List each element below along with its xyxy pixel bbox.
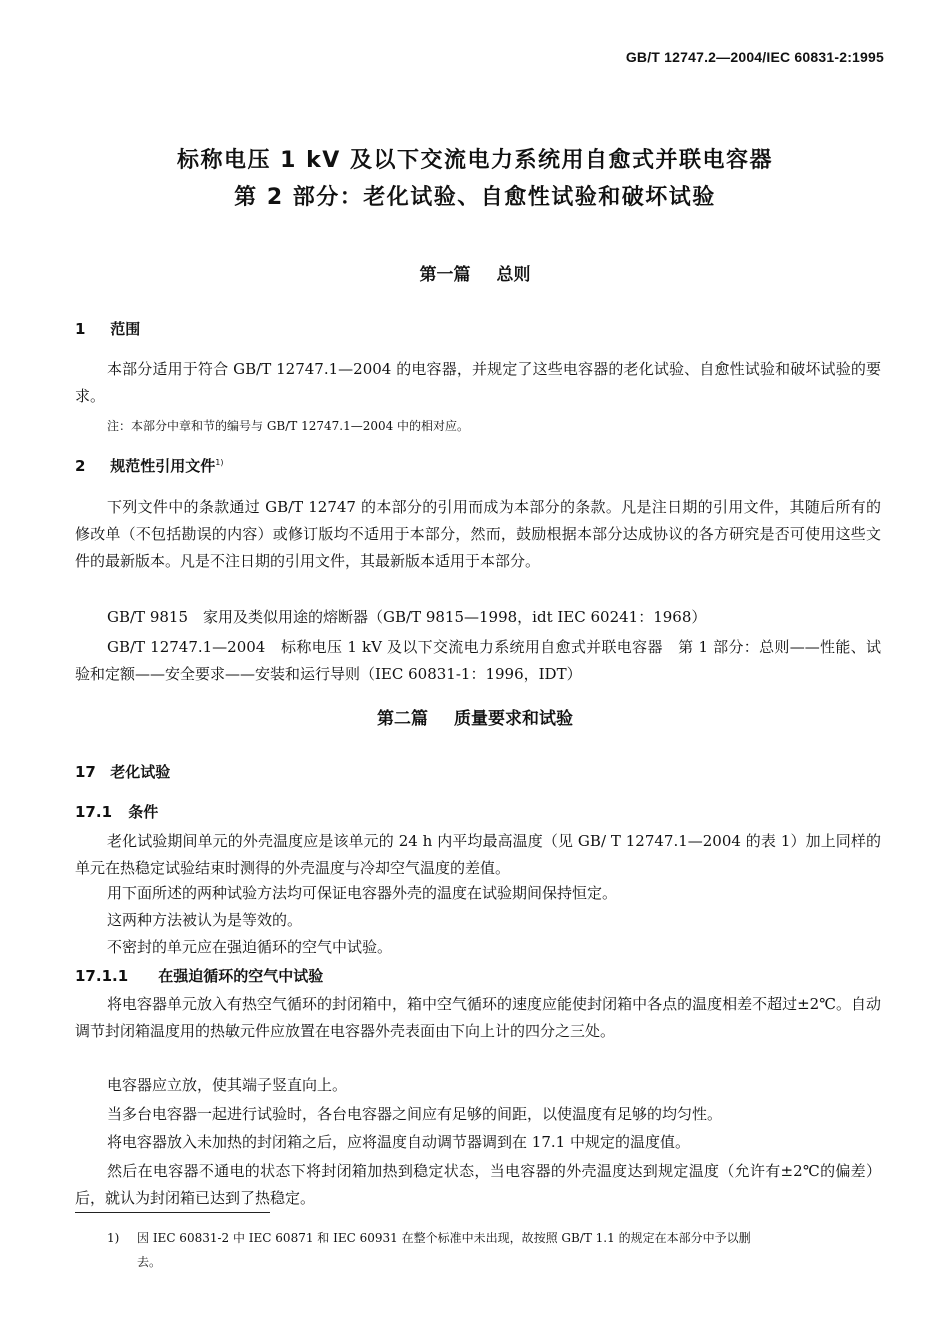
section-1-note: 注：本部分中章和节的编号与 GB/T 12747.1—2004 中的相对应。 <box>107 419 470 433</box>
section-17-1-paragraph-2: 用下面所述的两种试验方法均可保证电容器外壳的温度在试验期间保持恒定。 <box>107 884 618 902</box>
part-1-name: 总则 <box>496 265 531 285</box>
standard-number-header: GB/T 12747.2—2004/IEC 60831-2:1995 <box>625 49 884 65</box>
section-number: 17 <box>75 763 96 781</box>
section-17-1-1-heading <box>75 965 323 986</box>
document-title-line-1: 标称电压 1 kV 及以下交流电力系统用自愈式并联电容器 <box>177 148 773 173</box>
reference-gbt-12747-1: GB/T 12747.1—2004 标称电压 1 kV 及以下交流电力系统用自愈式并联电容器 第 1 部分：总则——性能、试验和定额——安全要求——安装和运行导则（IEC 60831-1：1996，IDT） <box>75 638 881 683</box>
footnote-text-line-2: 去。 <box>137 1255 162 1269</box>
part-1-heading <box>0 260 950 285</box>
part-1-label: 第一篇 <box>419 265 471 285</box>
section-number: 17.1.1 <box>75 967 129 985</box>
footnote-reference: 1) <box>215 458 224 467</box>
footnote-mark: 1) <box>107 1231 120 1245</box>
section-17-1-1-paragraph-1: 将电容器单元放入有热空气循环的封闭箱中，箱中空气循环的速度应能使封闭箱中各点的温度相差不超过±2℃。自动调节封闭箱温度用的热敏元件应放置在电容器外壳表面由下向上计的四分之三处。 <box>75 995 881 1040</box>
footnote-divider <box>75 1212 270 1213</box>
section-1-heading <box>75 318 140 339</box>
footnote <box>107 1226 881 1274</box>
footnote-text-line-1: 因 IEC 60831-2 中 IEC 60871 和 IEC 60931 在整个标准中未出现，故按照 GB/T 1.1 的规定在本部分中予以删 <box>137 1231 751 1245</box>
reference-gbt-9815: GB/T 9815 家用及类似用途的熔断器（GB/T 9815—1998，idt IEC 60241：1968） <box>107 608 707 626</box>
part-2-label: 第二篇 <box>377 709 428 729</box>
section-17-1-paragraph-1: 老化试验期间单元的外壳温度应是该单元的 24 h 内平均最高温度（见 GB/ T 12747.1—2004 的表 1）加上同样的单元在热稳定试验结束时测得的外壳温度与冷却空气温度的差值。 <box>75 832 881 877</box>
document-title-line-2: 第 2 部分：老化试验、自愈性试验和破坏试验 <box>234 185 716 210</box>
section-1-paragraph: 本部分适用于符合 GB/T 12747.1—2004 的电容器，并规定了这些电容器的老化试验、自愈性试验和破坏试验的要求。 <box>75 360 881 405</box>
section-number: 1 <box>75 320 86 338</box>
section-title: 范围 <box>110 320 141 338</box>
section-title: 老化试验 <box>110 763 171 781</box>
section-number: 2 <box>75 457 86 475</box>
section-number: 17.1 <box>75 803 113 821</box>
section-2-heading <box>75 455 223 476</box>
section-title: 条件 <box>128 803 159 821</box>
section-title: 规范性引用文件 <box>110 457 216 475</box>
section-17-1-1-paragraph-2: 电容器应立放，使其端子竖直向上。 <box>107 1076 348 1094</box>
section-title: 在强迫循环的空气中试验 <box>158 967 324 985</box>
section-17-heading <box>75 761 170 782</box>
part-2-heading <box>0 704 950 729</box>
part-2-name: 质量要求和试验 <box>454 709 573 729</box>
section-17-1-paragraph-3: 这两种方法被认为是等效的。 <box>107 911 303 929</box>
section-17-1-1-paragraph-4: 将电容器放入未加热的封闭箱之后，应将温度自动调节器调到在 17.1 中规定的温度值。 <box>107 1133 690 1151</box>
section-17-1-heading <box>75 801 158 822</box>
section-17-1-1-paragraph-5: 然后在电容器不通电的状态下将封闭箱加热到稳定状态，当电容器的外壳温度达到规定温度（允许有±2℃的偏差）后，就认为封闭箱已达到了热稳定。 <box>75 1162 881 1207</box>
section-2-paragraph: 下列文件中的条款通过 GB/T 12747 的本部分的引用而成为本部分的条款。凡是注日期的引用文件，其随后所有的修改单（不包括勘误的内容）或修订版均不适用于本部分，然而，鼓励根据本部分达成协议的各方研究是否可使用这些文件的最新版本。凡是不注日期的引用文件，其最新版本适用于本部分。 <box>75 498 881 570</box>
section-17-1-paragraph-4: 不密封的单元应在强迫循环的空气中试验。 <box>107 938 393 956</box>
section-17-1-1-paragraph-3: 当多台电容器一起进行试验时，各台电容器之间应有足够的间距，以使温度有足够的均匀性。 <box>107 1105 723 1123</box>
